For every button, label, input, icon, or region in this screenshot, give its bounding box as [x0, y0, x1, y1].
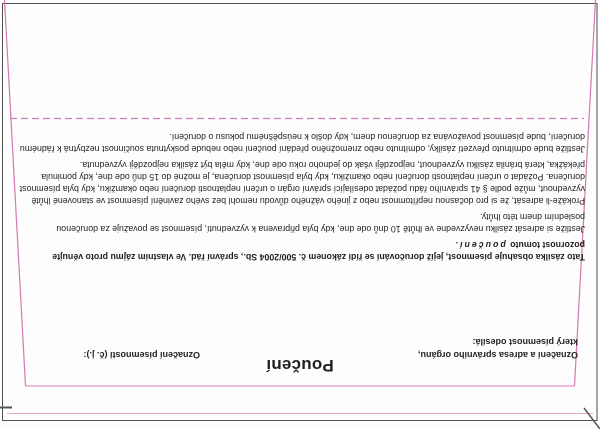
intro-bold-paragraph: [15, 239, 585, 263]
instruction-paragraph-invalidity-request: Prokáže-li adresát, že si pro dočasnou nepřítomnost nebo z jiného vážného důvodu nemohl bez svého zavinění písemnost ve stanovené lhůtě vyzvednout, může podle § 41 správního řádu požádat odesílající správní orgán o určení neplatnosti doručení nebo okamžiku, kdy byla písemnost doručena. Požádat o určení neplatnosti doručení nebo okamžiku, kdy byla písemnost doručena, je možné do 15 dnů ode dne, kdy pominula překážka, která bránila zásilku vyzvednout, nejpozději však do jednoho roku ode dne, kdy měla být zásilka nejpozději vyzvednuta.: [19, 160, 585, 206]
sender-authority-label-line1: Označení a adresa správního orgánu,: [417, 350, 578, 360]
intro-bold-text: Tato zásilka obsahuje písemnost, jejíž doručování se řídí zákonem č. 500/2004 Sb., správní řád. Ve vlastním zájmu proto věnujte pozornost tomuto: [52, 240, 585, 262]
sender-authority-label-line2: který písemnost odesílá:: [472, 337, 578, 347]
document-reference-label: Označení písemnosti (č. j.):: [83, 350, 200, 360]
instruction-paragraphs: [15, 127, 585, 263]
sender-authority-label: [418, 335, 578, 361]
intro-trailing-period: .: [455, 240, 459, 250]
intro-emphasized-word: poučení: [458, 240, 506, 250]
instruction-paragraph-refusal: Jestliže bude odmítnuto převzetí zásilky, odmítnuto nebo znemožněno předání poučení nebo nebude poskytnuta součinnost nezbytná k řádnému doručení, bude písemnost považována za doručenou dnem, kdy došlo k neúspěšnému pokusu o doručení.: [19, 132, 585, 154]
instruction-paragraph-pickup-deadline: Jestliže si adresát zásilku nevyzvedne ve lhůtě 10 dnů ode dne, kdy byla připravena k vyzvednutí, písemnost se považuje za doručenou posledním dnem této lhůty.: [56, 212, 585, 234]
form-title: Poučení: [266, 356, 334, 375]
